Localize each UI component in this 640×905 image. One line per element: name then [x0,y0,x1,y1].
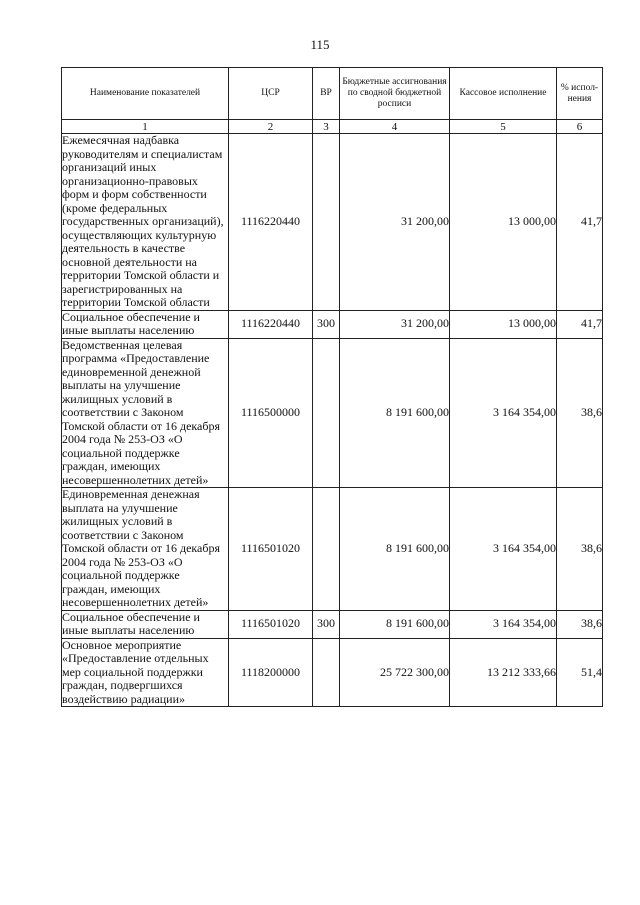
column-number: 2 [229,120,313,134]
row-budget: 25 722 300,00 [340,638,450,707]
table-row [62,134,603,311]
column-number: 6 [557,120,603,134]
table-row [62,310,603,338]
row-budget: 31 200,00 [340,134,450,311]
row-budget: 8 191 600,00 [340,610,450,638]
row-csr: 1118200000 [229,638,313,707]
row-cash: 13 212 333,66 [450,638,557,707]
column-number: 4 [340,120,450,134]
header-pct: % испол-нения [557,68,603,120]
row-vr: 300 [313,610,340,638]
row-pct: 38,6 [557,488,603,611]
table-row [62,610,603,638]
page-number: 115 [310,37,330,52]
row-budget: 8 191 600,00 [340,488,450,611]
report-table [61,67,603,707]
row-budget: 8 191 600,00 [340,338,450,488]
row-vr [313,488,340,611]
row-cash: 3 164 354,00 [450,338,557,488]
row-vr: 300 [313,310,340,338]
row-pct: 41,7 [557,134,603,311]
row-cash: 3 164 354,00 [450,610,557,638]
column-number: 3 [313,120,340,134]
row-csr: 1116500000 [229,338,313,488]
row-pct: 38,6 [557,338,603,488]
row-pct: 41,7 [557,310,603,338]
table-row [62,488,603,611]
header-name: Наименование показателей [62,68,229,120]
header-row [62,68,603,120]
header-csr: ЦСР [229,68,313,120]
column-number: 5 [450,120,557,134]
row-cash: 3 164 354,00 [450,488,557,611]
table-row [62,638,603,707]
row-name: Ведомственная целевая программа «Предоставление единовременной денежной выплаты на улучшение жилищных условий в соответствии с Законом Томской области от 16 декабря 2004 года № 253-ОЗ «О социальной поддержке граждан, имеющих несовершеннолетних детей» [62,338,229,488]
row-cash: 13 000,00 [450,134,557,311]
row-csr: 1116501020 [229,488,313,611]
column-number-row [62,120,603,134]
row-cash: 13 000,00 [450,310,557,338]
header-vr: ВР [313,68,340,120]
header-cash: Кассовое исполнение [450,68,557,120]
row-name: Единовременная денежная выплата на улучшение жилищных условий в соответствии с Законом Томской области от 16 декабря 2004 года № 253-ОЗ «О социальной поддержке граждан, имеющих несовершеннолетних детей» [62,488,229,611]
row-vr [313,134,340,311]
row-name: Социальное обеспечение и иные выплаты населению [62,310,229,338]
table-row [62,338,603,488]
row-name: Ежемесячная надбавка руководителям и специалистам организаций иных организационно-правовых форм и форм собственности (кроме федеральных государственных организаций), осуществляющих культурную деятельность в качестве основной деятельности на территории Томской области и зарегистрированных на территории Томской области [62,134,229,311]
row-pct: 51,4 [557,638,603,707]
row-csr: 1116220440 [229,134,313,311]
row-name: Социальное обеспечение и иные выплаты населению [62,610,229,638]
row-name: Основное мероприятие «Предоставление отдельных мер социальной поддержки граждан, подвергшихся воздействию радиации» [62,638,229,707]
header-budget: Бюджетные ассигнования по сводной бюджетной росписи [340,68,450,120]
row-csr: 1116501020 [229,610,313,638]
row-csr: 1116220440 [229,310,313,338]
row-pct: 38,6 [557,610,603,638]
row-vr [313,338,340,488]
row-budget: 31 200,00 [340,310,450,338]
row-vr [313,638,340,707]
column-number: 1 [62,120,229,134]
